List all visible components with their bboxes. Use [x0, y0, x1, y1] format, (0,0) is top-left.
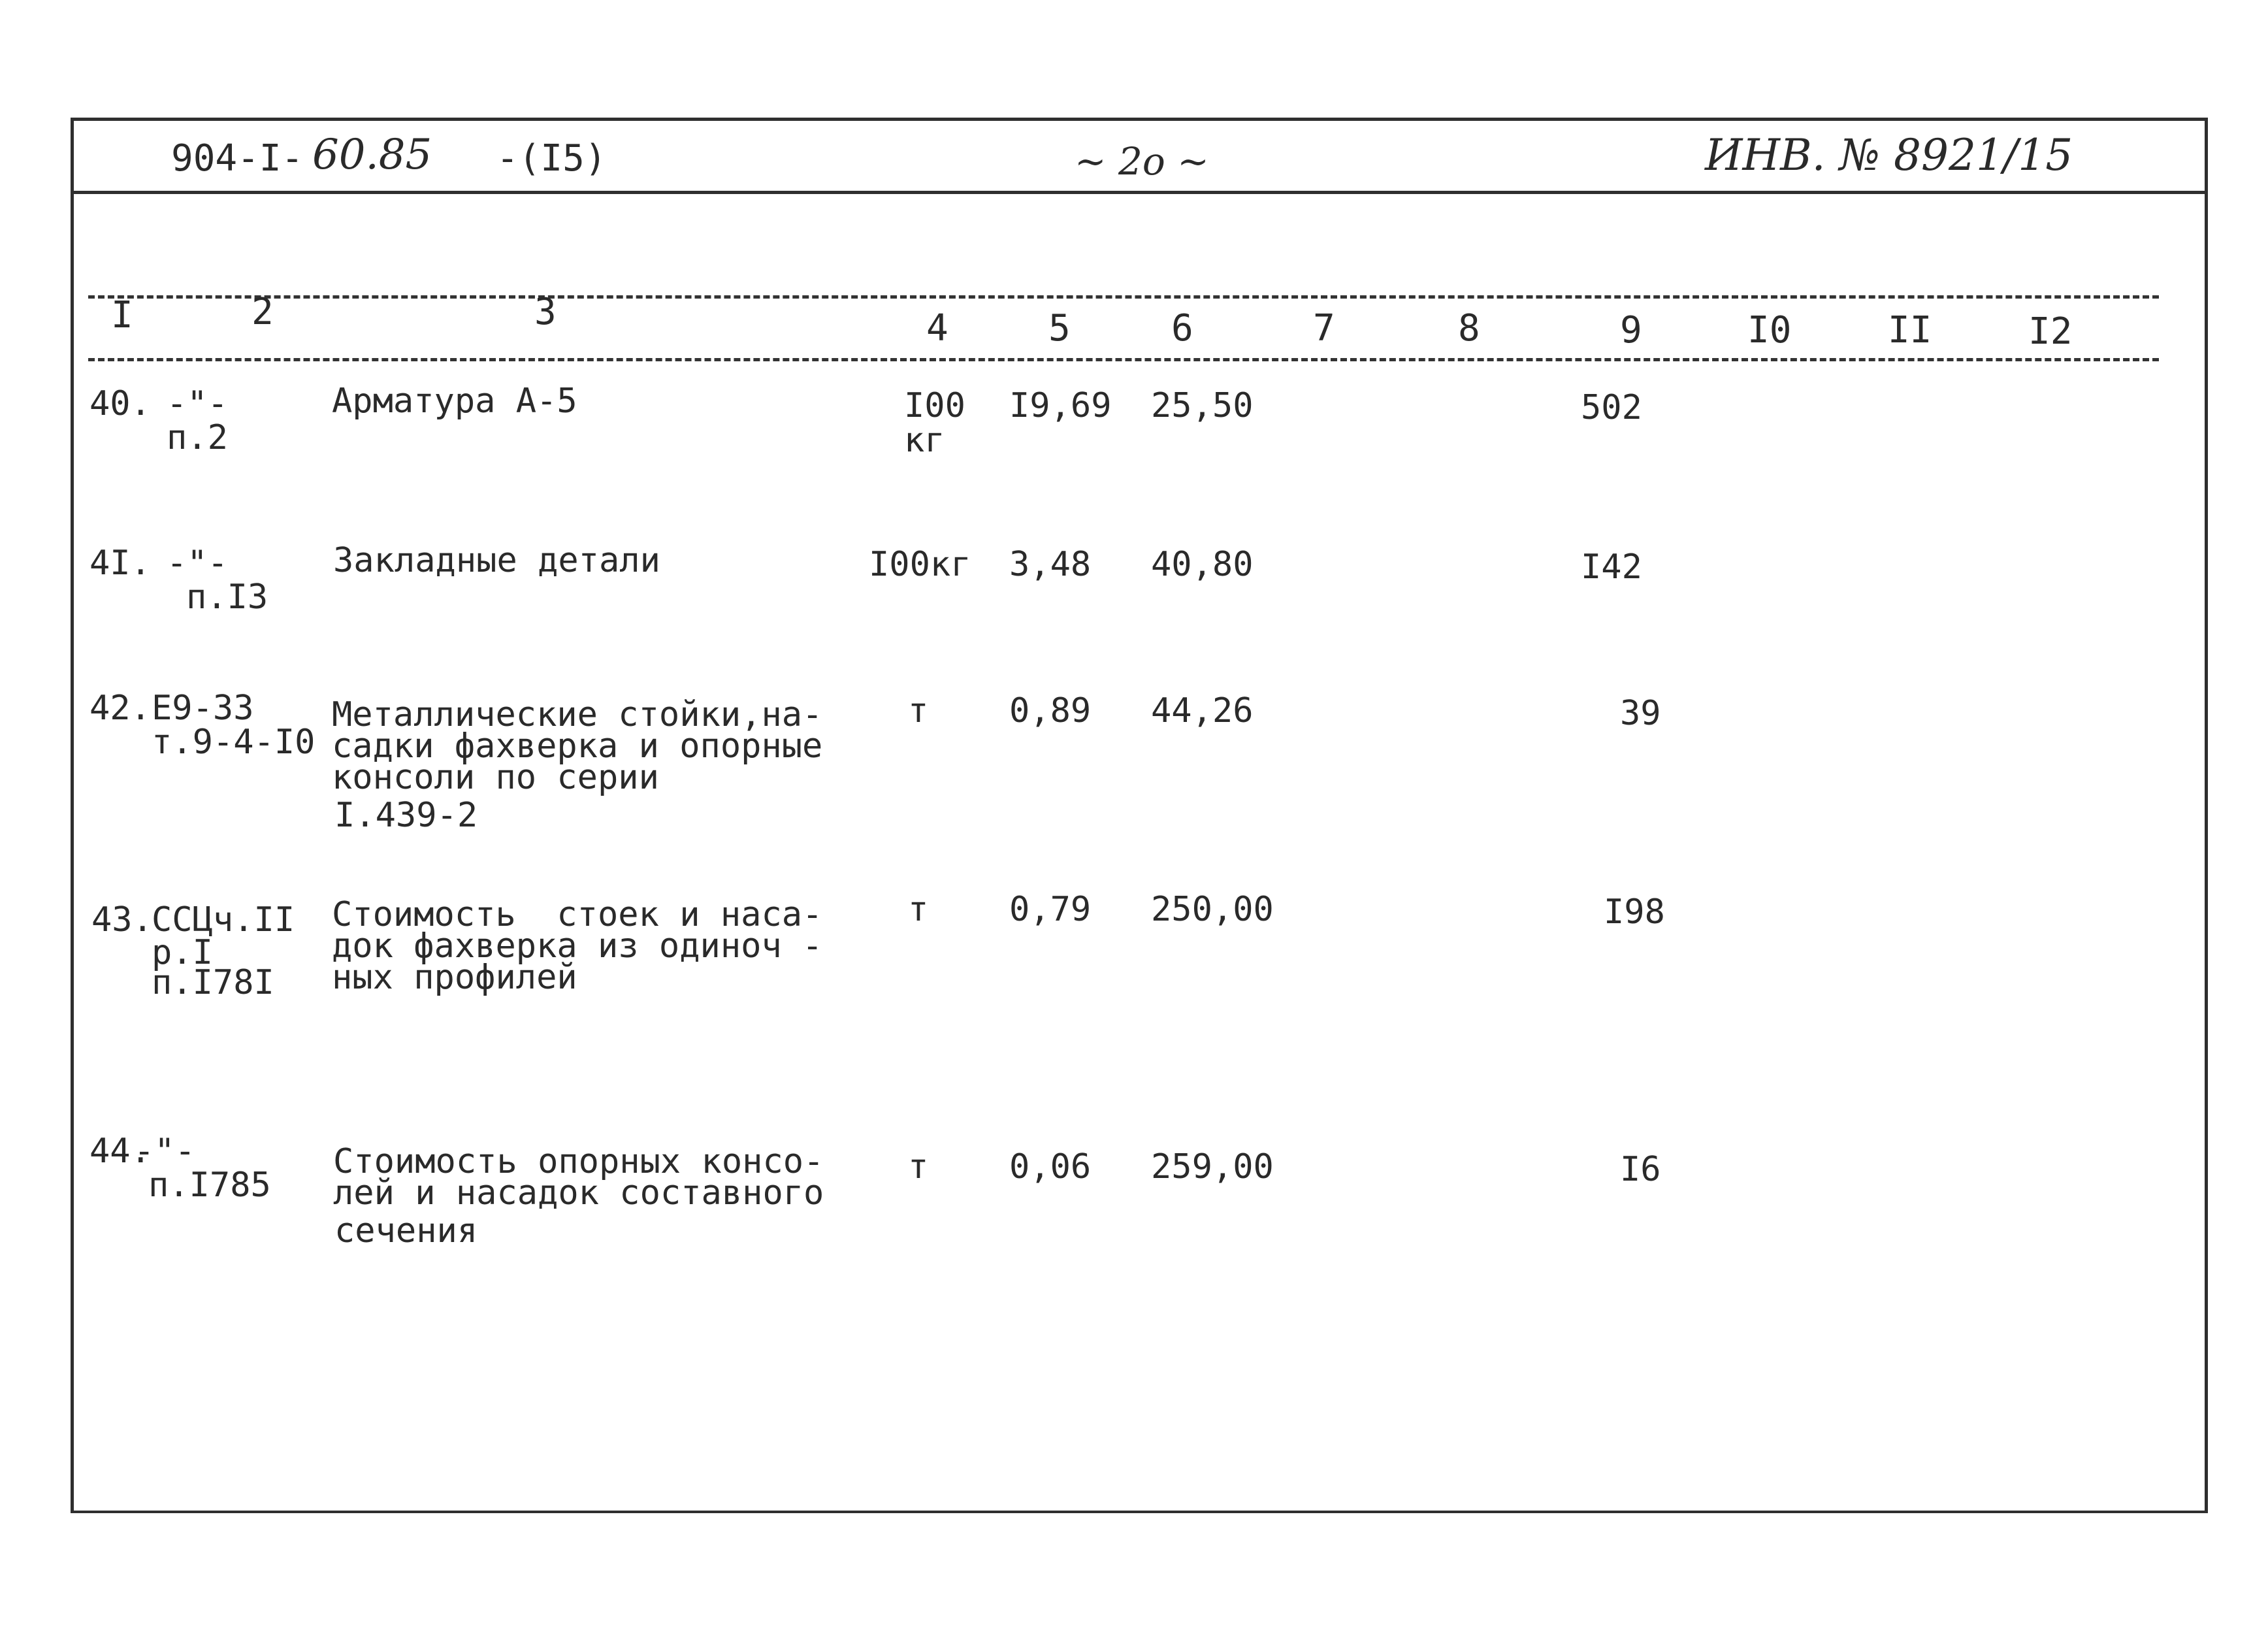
column-number-1: I — [111, 294, 133, 336]
column-number-11: II — [1888, 309, 1932, 352]
row-number: 40. — [89, 384, 151, 423]
row-name: Арматура А-5 — [332, 382, 577, 421]
column-number-4: 4 — [926, 307, 948, 350]
row-reference: ССЦч.II — [152, 900, 295, 940]
column-number-8: 8 — [1458, 307, 1480, 350]
row-reference: т.9-4-I0 — [152, 723, 316, 762]
row-unit: кг — [904, 421, 945, 460]
column-number-7: 7 — [1313, 307, 1335, 350]
row-name: Металлические стойки,на- — [332, 695, 823, 734]
row-price: 40,80 — [1151, 545, 1254, 584]
row-total: I42 — [1581, 548, 1642, 587]
page-number: ~ 2o ~ — [1075, 139, 1209, 184]
row-price: 44,26 — [1151, 691, 1254, 730]
row-reference: п.2 — [167, 418, 228, 457]
row-quantity: I9,69 — [1009, 386, 1112, 425]
row-total: 502 — [1581, 388, 1642, 427]
row-reference: -"- — [134, 1132, 195, 1171]
row-number: 42. — [89, 689, 151, 728]
row-name: ных профилей — [332, 958, 577, 997]
frame-bottom-border — [71, 1511, 2208, 1513]
frame-left-border — [71, 118, 74, 1513]
row-quantity: 0,89 — [1009, 691, 1092, 730]
inventory-number: ИНВ. № 8921/15 — [1705, 130, 2073, 180]
column-number-3: 3 — [534, 291, 557, 333]
row-name: Стоимость стоек и наса- — [332, 895, 823, 934]
row-unit: I00кг — [869, 545, 971, 584]
row-name: Стоимость опорных консо- — [333, 1142, 824, 1181]
column-number-10: I0 — [1747, 309, 1792, 352]
column-number-2: 2 — [251, 291, 274, 333]
row-number: 44. — [89, 1132, 151, 1171]
row-quantity: 0,79 — [1009, 890, 1092, 929]
row-total: I6 — [1620, 1150, 1661, 1189]
column-header-top-rule — [88, 295, 2159, 299]
row-total: I98 — [1604, 892, 1665, 932]
frame-right-border — [2205, 118, 2208, 1513]
row-total: 39 — [1620, 694, 1661, 733]
row-reference: Е9-33 — [152, 689, 254, 728]
row-reference: п.I78I — [152, 963, 274, 1002]
row-name: лей и насадок составного — [333, 1173, 824, 1213]
doc-part: -(I5) — [496, 137, 607, 180]
row-unit: т — [908, 890, 929, 929]
row-unit: I00 — [904, 386, 965, 425]
row-reference: п.I3 — [186, 578, 268, 617]
row-number: 4I. — [89, 544, 151, 583]
row-price: 250,00 — [1151, 890, 1274, 929]
row-price: 25,50 — [1151, 386, 1254, 425]
row-unit: т — [908, 1147, 929, 1186]
doc-code: 904-I- — [171, 137, 304, 180]
row-number: 43. — [91, 900, 153, 940]
column-number-9: 9 — [1620, 309, 1642, 352]
row-quantity: 3,48 — [1009, 545, 1092, 584]
row-reference: -"- — [167, 544, 228, 583]
row-reference: -"- — [167, 384, 228, 423]
row-reference: п.I785 — [148, 1166, 271, 1205]
column-number-6: 6 — [1171, 307, 1193, 350]
doc-code-handwritten: 60.85 — [312, 131, 432, 179]
frame-top-border — [72, 118, 2208, 121]
column-number-12: I2 — [2028, 310, 2073, 353]
row-reference: р.I — [152, 933, 213, 972]
row-name: док фахверка из одиноч - — [332, 926, 823, 966]
row-name: сечения — [334, 1211, 478, 1251]
row-name: садки фахверка и опорные — [332, 727, 823, 766]
header-divider — [72, 191, 2208, 194]
row-price: 259,00 — [1151, 1147, 1274, 1186]
row-unit: т — [908, 691, 929, 730]
row-name: консоли по серии — [332, 758, 659, 797]
column-number-5: 5 — [1048, 307, 1071, 350]
column-header-bottom-rule — [88, 358, 2159, 361]
row-name: I.439-2 — [334, 796, 478, 835]
row-name: Закладные детали — [333, 541, 660, 580]
row-quantity: 0,06 — [1009, 1147, 1092, 1186]
